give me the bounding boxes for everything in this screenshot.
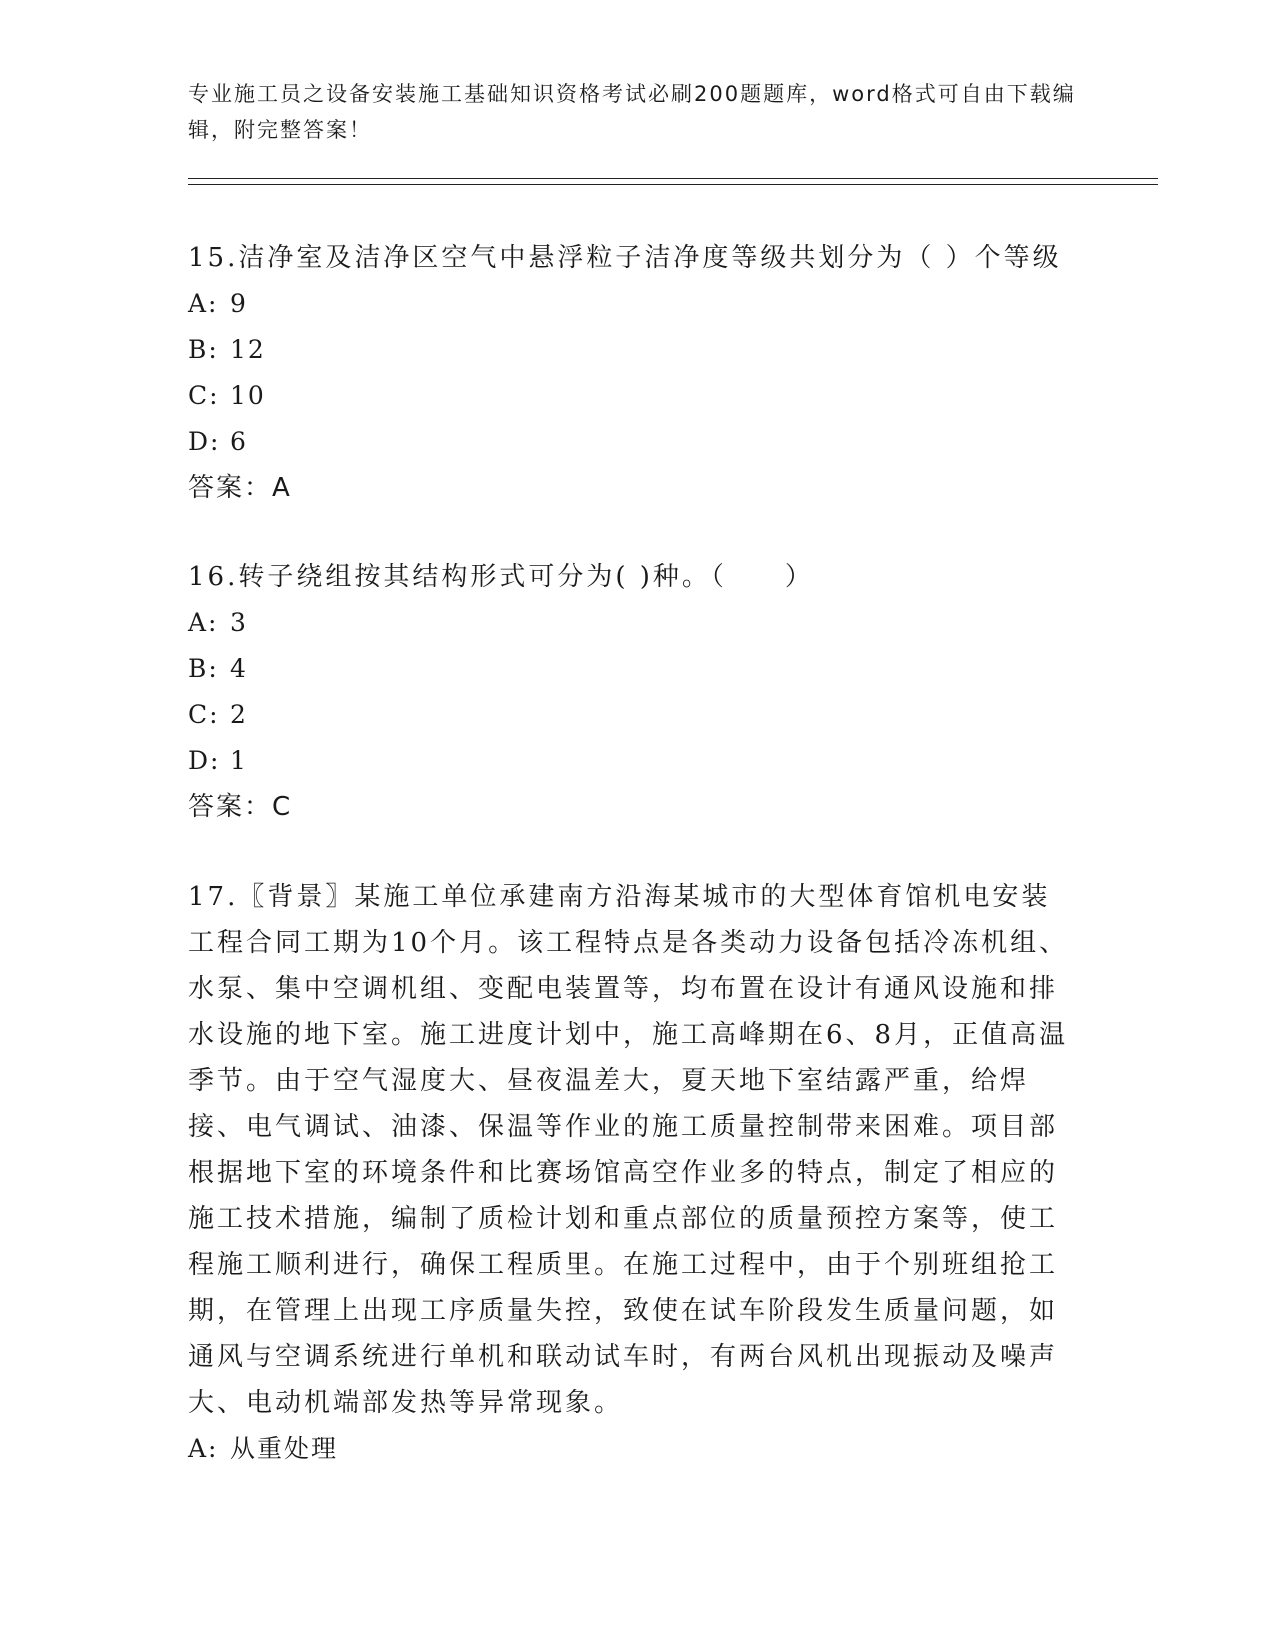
- option-letter: A:: [188, 608, 219, 637]
- option-c: [188, 373, 1078, 419]
- option-value: 2: [230, 700, 248, 729]
- option-value: 6: [230, 427, 248, 456]
- option-value: 3: [230, 608, 248, 637]
- option-letter: C:: [188, 700, 220, 729]
- option-value: 9: [230, 289, 248, 318]
- option-b: [188, 327, 1078, 373]
- option-letter: D:: [188, 746, 221, 775]
- option-value: 10: [230, 381, 266, 410]
- option-a: [188, 600, 1078, 646]
- question-15: [188, 235, 1078, 511]
- option-b: [188, 646, 1078, 692]
- header-rule-top: [188, 178, 1158, 179]
- option-value: 从重处理: [230, 1434, 339, 1463]
- option-c: [188, 692, 1078, 738]
- answer-line: 答案：C: [188, 792, 293, 822]
- question-text: 16.转子绕组按其结构形式可分为( )种。（ ）: [188, 562, 814, 592]
- option-letter: B:: [188, 654, 219, 683]
- question-text: 15.洁净室及洁净区空气中悬浮粒子洁净度等级共划分为（ ）个等级: [188, 243, 1062, 273]
- option-d: [188, 419, 1078, 465]
- option-letter: B:: [188, 335, 219, 364]
- option-a: [188, 1426, 1078, 1472]
- option-value: 1: [230, 746, 248, 775]
- option-letter: A:: [188, 1434, 219, 1463]
- document-header: 专业施工员之设备安装施工基础知识资格考试必刷200题题库，word格式可自由下载编辑，附完整答案！: [188, 82, 1076, 142]
- question-text: 17.〖背景〗某施工单位承建南方沿海某城市的大型体育馆机电安装工程合同工期为10个月。该工程特点是各类动力设备包括冷冻机组、水泵、集中空调机组、变配电装置等，均布置在设计有通风设施和排水设施的地下室。施工进度计划中，施工高峰期在6、8月，正值高温季节。由于空气湿度大、昼夜温差大，夏天地下室结露严重，给焊接、电气调试、油漆、保温等作业的施工质量控制带来困难。项目部根据地下室的环境条件和比赛场馆高空作业多的特点，制定了相应的施工技术措施，编制了质检计划和重点部位的质量预控方案等，使工程施工顺利进行，确保工程质里。在施工过程中，由于个别班组抢工期，在管理上出现工序质量失控，致使在试车阶段发生质量问题，如通风与空调系统进行单机和联动试车时，有两台风机出现振动及噪声大、电动机端部发热等异常现象。: [188, 882, 1069, 1418]
- option-value: 12: [230, 335, 266, 364]
- header-rule-bottom: [188, 184, 1158, 185]
- question-16: [188, 554, 1078, 830]
- option-letter: D:: [188, 427, 221, 456]
- option-value: 4: [230, 654, 248, 683]
- option-a: [188, 281, 1078, 327]
- question-17: [188, 874, 1078, 1472]
- option-letter: C:: [188, 381, 220, 410]
- option-letter: A:: [188, 289, 219, 318]
- answer-line: 答案：A: [188, 473, 292, 503]
- option-d: [188, 738, 1078, 784]
